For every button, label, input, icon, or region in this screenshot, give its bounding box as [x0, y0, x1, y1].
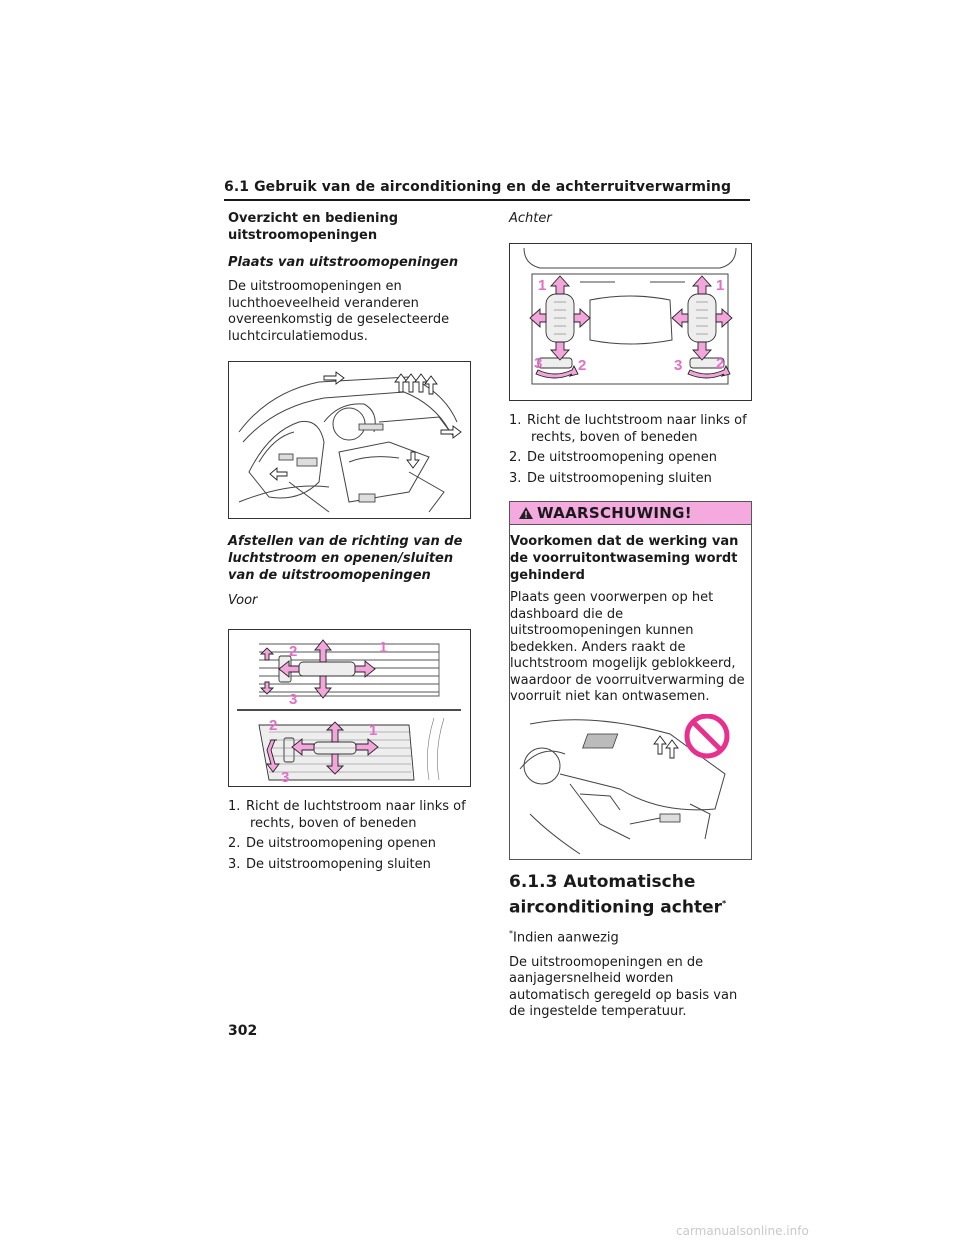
- rear-label-1b: 1: [716, 277, 725, 294]
- list-item: 2. De uitstroomopening openen: [228, 836, 436, 851]
- front-vents-figure: [228, 629, 471, 787]
- warning-title: WAARSCHUWING!: [537, 504, 692, 522]
- front-label-2b: 2: [269, 717, 278, 734]
- front-label-1: 1: [379, 639, 388, 656]
- list-item: 1. Richt de luchtstroom naar links of rechts, boven of beneden: [509, 413, 747, 445]
- front-label-1b: 1: [369, 722, 378, 739]
- rear-caption: Achter: [509, 211, 552, 226]
- rear-label-3b: 3: [674, 357, 683, 374]
- section-title: 6.1.3 Automatische airconditioning achter*: [509, 871, 727, 918]
- prohibited-icon: [687, 716, 727, 756]
- rear-label-2b: 2: [716, 355, 725, 372]
- location-subheading: Plaats van uitstroomopeningen: [228, 255, 459, 270]
- warning-body: [510, 525, 751, 859]
- front-steps-list: [228, 799, 473, 873]
- front-label-2: 2: [289, 643, 298, 660]
- section-star: *: [721, 898, 727, 908]
- list-item: 3. De uitstroomopening sluiten: [509, 470, 712, 486]
- warning-header: [510, 502, 751, 525]
- rear-vents-illustration: [510, 244, 751, 400]
- section-text: De uitstroomopeningen en de aanjagersnelheid worden automatisch geregeld op basis van de ingestelde temperatuur.: [509, 954, 738, 1020]
- dashboard-illustration: [510, 714, 751, 859]
- header-rule: [224, 199, 750, 201]
- left-column: [228, 210, 473, 877]
- footnote: *Indien aanwezig: [509, 929, 619, 946]
- direction-subheading: Afstellen van de richting van de luchtstroom en openen/sluiten van de uitstroomopeningen: [228, 534, 463, 583]
- overview-heading: Overzicht en bediening uitstroomopeningen: [228, 211, 399, 243]
- front-vents-illustration: [229, 630, 470, 786]
- list-item: 3. De uitstroomopening sluiten: [228, 856, 431, 872]
- rear-steps-list: [509, 413, 754, 487]
- front-label-3b: 3: [281, 769, 290, 786]
- front-label-3: 3: [289, 691, 298, 708]
- section-header: 6.1 Gebruik van de airconditioning en de achterruitverwarming: [224, 179, 732, 195]
- list-item: 1. Richt de luchtstroom naar links of rechts, boven of beneden: [228, 799, 466, 831]
- rear-vents-figure: [509, 243, 752, 401]
- right-column: [509, 210, 754, 1029]
- warning-heading: Voorkomen dat de werking van de voorruitontwaseming wordt gehinderd: [510, 534, 739, 583]
- location-paragraph: De uitstroomopeningen en luchthoeveelheid veranderen overeenkomstig de geselecteerde luchtcirculatiemodus.: [228, 279, 450, 344]
- warning-box: [509, 501, 752, 860]
- rear-label-1: 1: [538, 277, 547, 294]
- warning-triangle-icon: [518, 506, 534, 520]
- warning-text: Plaats geen voorwerpen op het dashboard die de uitstroomopeningen kunnen bedekken. Anders raakt de luchtstroom mogelijk geblokkeerd, waardoor de voorruitverwarming de voorruit niet kan ontwasemen.: [510, 590, 745, 704]
- rear-label-2: 2: [578, 357, 587, 374]
- interior-vents-figure: [228, 361, 471, 519]
- dashboard-figure: [510, 714, 751, 859]
- front-caption: Voor: [228, 593, 258, 608]
- footer-watermark[interactable]: carmanualsonline.info: [676, 1224, 809, 1238]
- page-number: 302: [228, 1023, 258, 1039]
- rear-label-3: 3: [534, 355, 543, 372]
- list-item: 2. De uitstroomopening openen: [509, 450, 717, 465]
- interior-illustration: [229, 362, 470, 518]
